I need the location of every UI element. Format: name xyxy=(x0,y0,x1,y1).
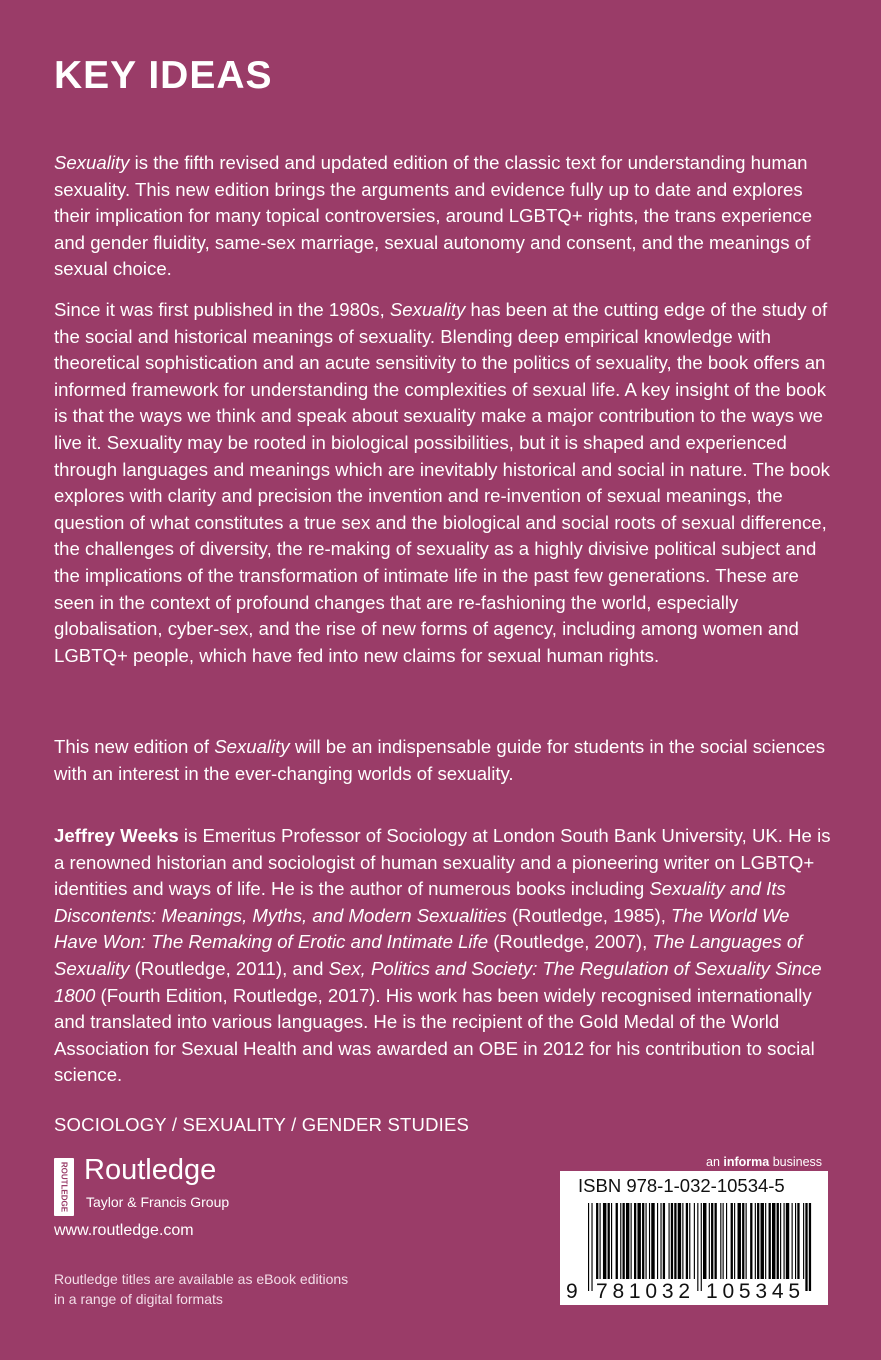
book-title: The World We Have Won: The Remaking of Erotic and Intimate Life xyxy=(54,904,790,953)
barcode-bar xyxy=(689,1203,690,1279)
series-title: KEY IDEAS xyxy=(54,54,273,97)
barcode-bar xyxy=(769,1203,771,1279)
barcode-bar xyxy=(686,1203,688,1279)
barcode-bar xyxy=(591,1203,592,1291)
barcode-bar xyxy=(649,1203,650,1279)
book-title: The Languages of Sexuality xyxy=(54,931,803,979)
isbn-label: ISBN 978-1-032-10534-5 xyxy=(578,1175,785,1196)
barcode-bar xyxy=(678,1203,681,1279)
paragraph-text: Since it was first published in the 1980s, xyxy=(54,299,390,320)
barcode-bar xyxy=(797,1203,799,1279)
bio-text: is Emeritus Professor of Sociology at London South Bank University, UK. He is a renowned historian and sociologist of human sexuality and a pioneering writer on LGBTQ+ identities and ways of life. He is the author of numerous books including xyxy=(54,825,831,900)
author-name: Jeffrey Weeks xyxy=(54,825,179,846)
paragraph-text: will be an indispensable guide for students in the social sciences with an interest in the ever-changing worlds of sexuality. xyxy=(54,736,826,784)
barcode-bar xyxy=(757,1203,759,1279)
barcode-bar xyxy=(651,1203,654,1279)
barcode-bar xyxy=(603,1203,606,1279)
barcode-bar xyxy=(671,1203,673,1279)
barcode-bar xyxy=(596,1203,598,1279)
barcode-bar xyxy=(634,1203,636,1279)
barcode-bar xyxy=(709,1203,710,1279)
isbn-barcode xyxy=(560,1171,828,1305)
barcode-bar xyxy=(657,1203,658,1279)
barcode-bar xyxy=(637,1203,640,1279)
barcode-bar xyxy=(755,1203,756,1279)
barcode-bar xyxy=(750,1203,752,1279)
barcode-bar xyxy=(723,1203,724,1279)
barcode-bar xyxy=(623,1203,625,1279)
barcode-bar xyxy=(803,1203,804,1279)
barcode-digits-left: 781032 xyxy=(596,1280,690,1303)
barcode-bar xyxy=(626,1203,629,1279)
barcode-bar xyxy=(660,1203,661,1279)
bio-text: (Routledge, 1985), xyxy=(506,904,672,926)
barcode-bar xyxy=(694,1203,695,1279)
barcode-bar xyxy=(780,1203,781,1279)
paragraph-text: is the fifth revised and updated edition of the classic text for understanding human sexuality. This new edition brings the arguments and evidence fully up to date and explores their implication for many topical controversies, around LGBTQ+ rights, the trans experience and gender fluidity, same-sex marriage, sexual autonomy and consent, and the meanings of sexual choice. xyxy=(54,152,813,280)
barcode-bar xyxy=(611,1203,612,1279)
description-paragraph-3 xyxy=(54,734,832,787)
barcode-bar xyxy=(711,1203,713,1279)
barcode-bar xyxy=(600,1203,601,1279)
book-title: Sexuality xyxy=(54,152,130,173)
barcode-bar xyxy=(731,1203,733,1279)
bio-text: (Fourth Edition, Routledge, 2017). His work has been widely recognised internationally and translated into various languages. He is the recipient of the Gold Medal of the World Association for Sexual Health and was awarded an OBE in 2012 for his contribution to social science. xyxy=(54,984,815,1086)
barcode-bar xyxy=(772,1203,775,1279)
publisher-group: Taylor & Francis Group xyxy=(86,1194,230,1210)
barcode-bar xyxy=(701,1203,702,1291)
barcode-bars xyxy=(560,1171,828,1305)
barcode-bar xyxy=(738,1203,741,1279)
subject-categories: SOCIOLOGY / SEXUALITY / GENDER STUDIES xyxy=(54,1114,470,1135)
barcode-bar xyxy=(742,1203,744,1279)
book-title: Sexuality xyxy=(389,299,466,320)
barcode-bar xyxy=(765,1203,766,1279)
barcode-bar xyxy=(642,1203,644,1279)
barcode-bar xyxy=(703,1203,706,1279)
barcode-digit-prefix: 9 xyxy=(566,1280,578,1303)
barcode-bar xyxy=(805,1203,807,1291)
book-title: Sexuality and Its Discontents: Meanings, Myths, and Modern Sexualities xyxy=(54,878,786,926)
author-bio xyxy=(54,823,832,1089)
barcode-digits-right: 105345 xyxy=(706,1280,800,1303)
informa-tagline: an informa business xyxy=(706,1155,823,1169)
barcode-bar xyxy=(682,1203,683,1279)
barcode-bar xyxy=(809,1203,811,1291)
book-title: Sexuality xyxy=(214,736,290,757)
barcode-bar xyxy=(616,1203,618,1279)
barcode-bar xyxy=(669,1203,670,1279)
barcode-bar xyxy=(795,1203,796,1279)
ebook-note: Routledge titles are available as eBook editions in a range of digital formats xyxy=(54,1271,349,1307)
barcode-bar xyxy=(608,1203,610,1279)
publisher-url[interactable]: www.routledge.com xyxy=(54,1222,194,1239)
barcode-bar xyxy=(646,1203,647,1279)
barcode-bar xyxy=(761,1203,764,1279)
routledge-logo-icon: ROUTLEDGE xyxy=(54,1158,74,1216)
barcode-bar xyxy=(631,1203,632,1279)
paragraph-text: has been at the cutting edge of the study of the social and historical meanings of sexuality. Blending deep empirical knowledge with theoretical sophistication and an acute sensitivity to the politics of sexuality, the book offers an informed framework for understanding the complexities of sexual life. A key insight of the book is that the ways we think and speak about sexuality make a major contribution to the ways we live it. Sexuality may be rooted in biological possibilities, but it is shaped and experienced through languages and meanings which are inevitably historical and social in nature. The book explores with clarity and precision the invention and re-invention of sexual meanings, the question of what constitutes a true sex and the biological and social roots of sexual difference, the challenges of diversity, the re-making of sexuality as a highly divisive political subject and the implications of the transformation of intimate life in the past few generations. These are seen in the context of profound changes that are re-fashioning the world, especially globalisation, cyber-sex, and the rise of new forms of agency, including among women and LGBTQ+ people, which have fed into new claims for sexual human rights. xyxy=(54,299,830,666)
barcode-bar xyxy=(777,1203,779,1279)
description-paragraph-2 xyxy=(54,297,832,669)
barcode-bar xyxy=(674,1203,676,1279)
bio-text: (Routledge, 2007), xyxy=(488,931,653,953)
barcode-bar xyxy=(697,1203,698,1291)
barcode-bar xyxy=(734,1203,735,1279)
bio-text: (Routledge, 2011), and xyxy=(129,957,329,979)
barcode-bar xyxy=(786,1203,789,1279)
book-title: Sex, Politics and Society: The Regulation of Sexuality Since 1800 xyxy=(54,957,822,1006)
barcode-bar xyxy=(784,1203,785,1279)
barcode-bar xyxy=(792,1203,793,1279)
barcode-bar xyxy=(620,1203,621,1279)
barcode-bar xyxy=(588,1203,589,1291)
barcode-bar xyxy=(726,1203,727,1279)
barcode-bar xyxy=(663,1203,665,1279)
publisher-name: Routledge xyxy=(84,1154,217,1186)
barcode-bar xyxy=(746,1203,747,1279)
barcode-bar xyxy=(720,1203,721,1279)
paragraph-text: This new edition of xyxy=(54,736,215,757)
description-paragraph-1 xyxy=(54,150,832,283)
barcode-bar xyxy=(715,1203,717,1279)
